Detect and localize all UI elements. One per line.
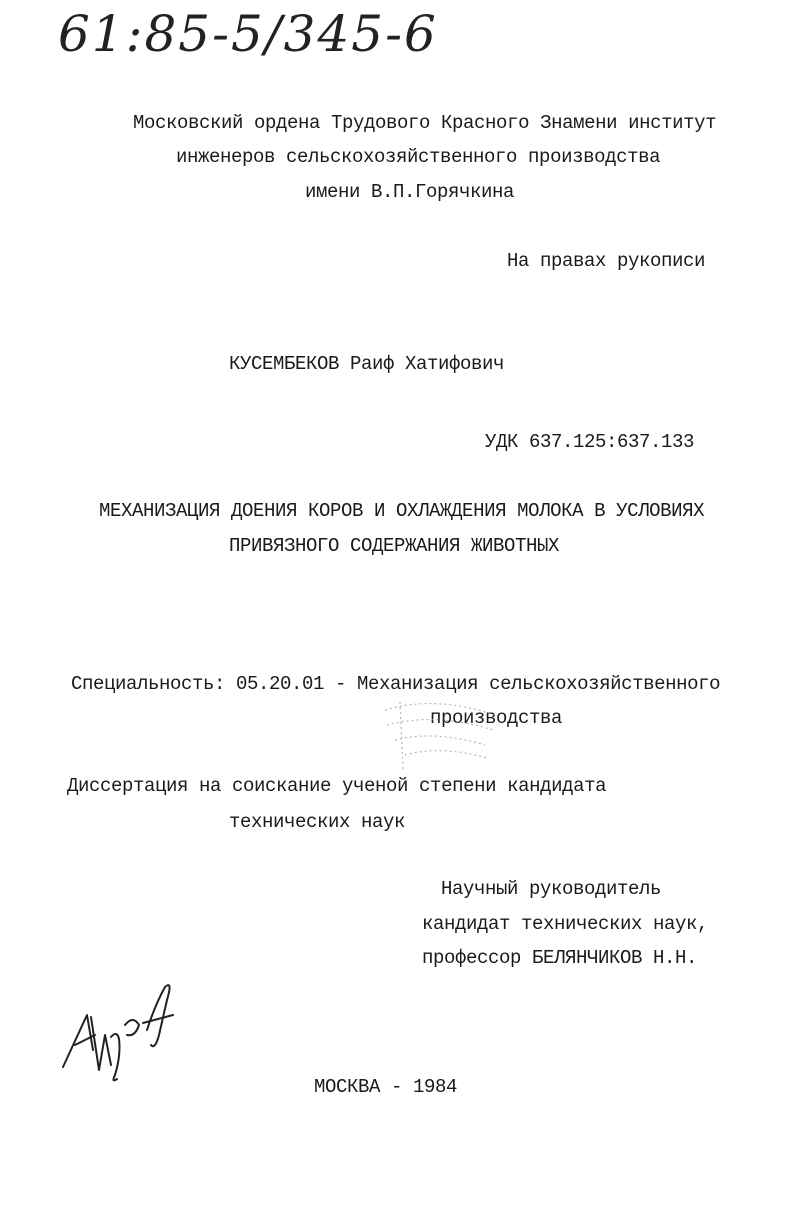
- supervisor-line-1: Научный руководитель: [441, 878, 662, 900]
- specialty-line-1: Специальность: 05.20.01 - Механизация сельскохозяйственного: [71, 673, 721, 695]
- city-year: МОСКВА - 1984: [314, 1076, 458, 1098]
- dissertation-title-line-2: ПРИВЯЗНОГО СОДЕРЖАНИЯ ЖИВОТНЫХ: [229, 535, 560, 557]
- institution-line-2: инженеров сельскохозяйственного производства: [176, 146, 661, 168]
- author-name: КУСЕМБЕКОВ Раиф Хатифович: [229, 353, 505, 375]
- rights-note: На правах рукописи: [507, 250, 706, 272]
- institution-line-3: имени В.П.Горячкина: [305, 181, 515, 203]
- handwritten-signature: [55, 975, 185, 1085]
- specialty-line-2: производства: [430, 707, 563, 729]
- dissertation-degree-line-2: технических наук: [229, 811, 406, 833]
- supervisor-line-3: профессор БЕЛЯНЧИКОВ Н.Н.: [422, 947, 698, 969]
- handwritten-archive-code: 61:85-5/345-6: [58, 5, 438, 63]
- supervisor-line-2: кандидат технических наук,: [422, 913, 709, 935]
- institution-line-1: Московский ордена Трудового Красного Знамени институт: [133, 112, 717, 134]
- library-stamp: [375, 690, 505, 780]
- udc-code: УДК 637.125:637.133: [485, 431, 695, 453]
- dissertation-degree-line-1: Диссертация на соискание ученой степени кандидата: [67, 775, 607, 797]
- dissertation-title-line-1: МЕХАНИЗАЦИЯ ДОЕНИЯ КОРОВ И ОХЛАЖДЕНИЯ МОЛОКА В УСЛОВИЯХ: [99, 500, 705, 522]
